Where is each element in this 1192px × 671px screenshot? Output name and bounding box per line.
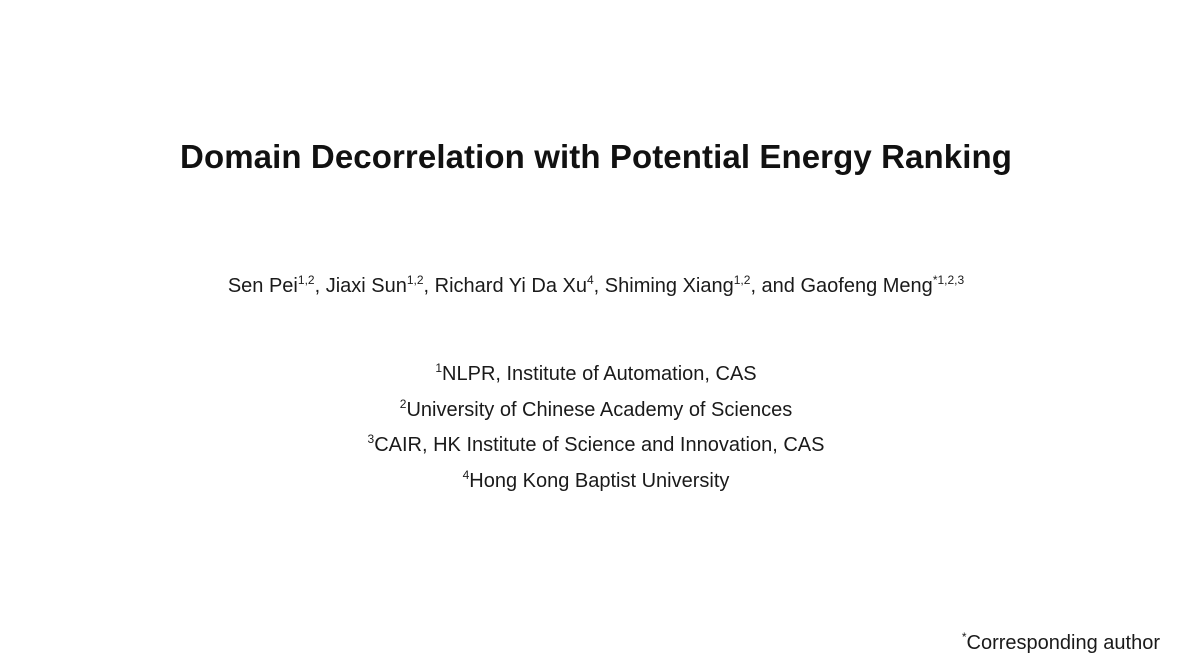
affiliation-text: CAIR, HK Institute of Science and Innovation, CAS	[374, 434, 825, 456]
author-affiliation-marker: 1,2	[297, 273, 315, 287]
corresponding-author-note	[962, 632, 1160, 655]
footnote-marker: *	[961, 630, 967, 644]
paper-title: Domain Decorrelation with Potential Energy Ranking	[180, 138, 1012, 175]
author-affiliation-marker: 4	[586, 273, 594, 287]
author-separator: , and	[750, 275, 801, 297]
author-name: Jiaxi Sun	[325, 275, 407, 297]
affiliation-text: NLPR, Institute of Automation, CAS	[442, 363, 757, 385]
footnote-text: Corresponding author	[966, 632, 1160, 654]
affiliation-text: University of Chinese Academy of Sciences	[406, 398, 793, 421]
author-name: Richard Yi Da Xu	[434, 275, 587, 297]
affiliation-item	[0, 431, 1192, 467]
author-separator: ,	[314, 275, 326, 297]
affiliation-list	[0, 360, 1192, 502]
author-affiliation-marker: 1,2	[406, 273, 424, 287]
affiliation-marker: 4	[462, 467, 470, 482]
affiliation-item	[0, 396, 1192, 432]
author-affiliation-marker: *1,2,3	[932, 273, 965, 287]
author-name: Gaofeng Meng	[800, 275, 933, 297]
author-separator: ,	[423, 275, 435, 297]
affiliation-item	[0, 360, 1192, 396]
author-affiliation-marker: 1,2	[733, 273, 751, 287]
affiliation-marker: 3	[367, 432, 375, 446]
affiliation-text: Hong Kong Baptist University	[469, 469, 730, 492]
author-separator: ,	[593, 275, 605, 297]
author-list	[0, 275, 1192, 298]
author-name: Shiming Xiang	[604, 275, 734, 297]
affiliation-marker: 1	[435, 361, 443, 375]
affiliation-marker: 2	[399, 396, 407, 411]
affiliation-item	[0, 467, 1192, 503]
author-name: Sen Pei	[227, 275, 298, 297]
